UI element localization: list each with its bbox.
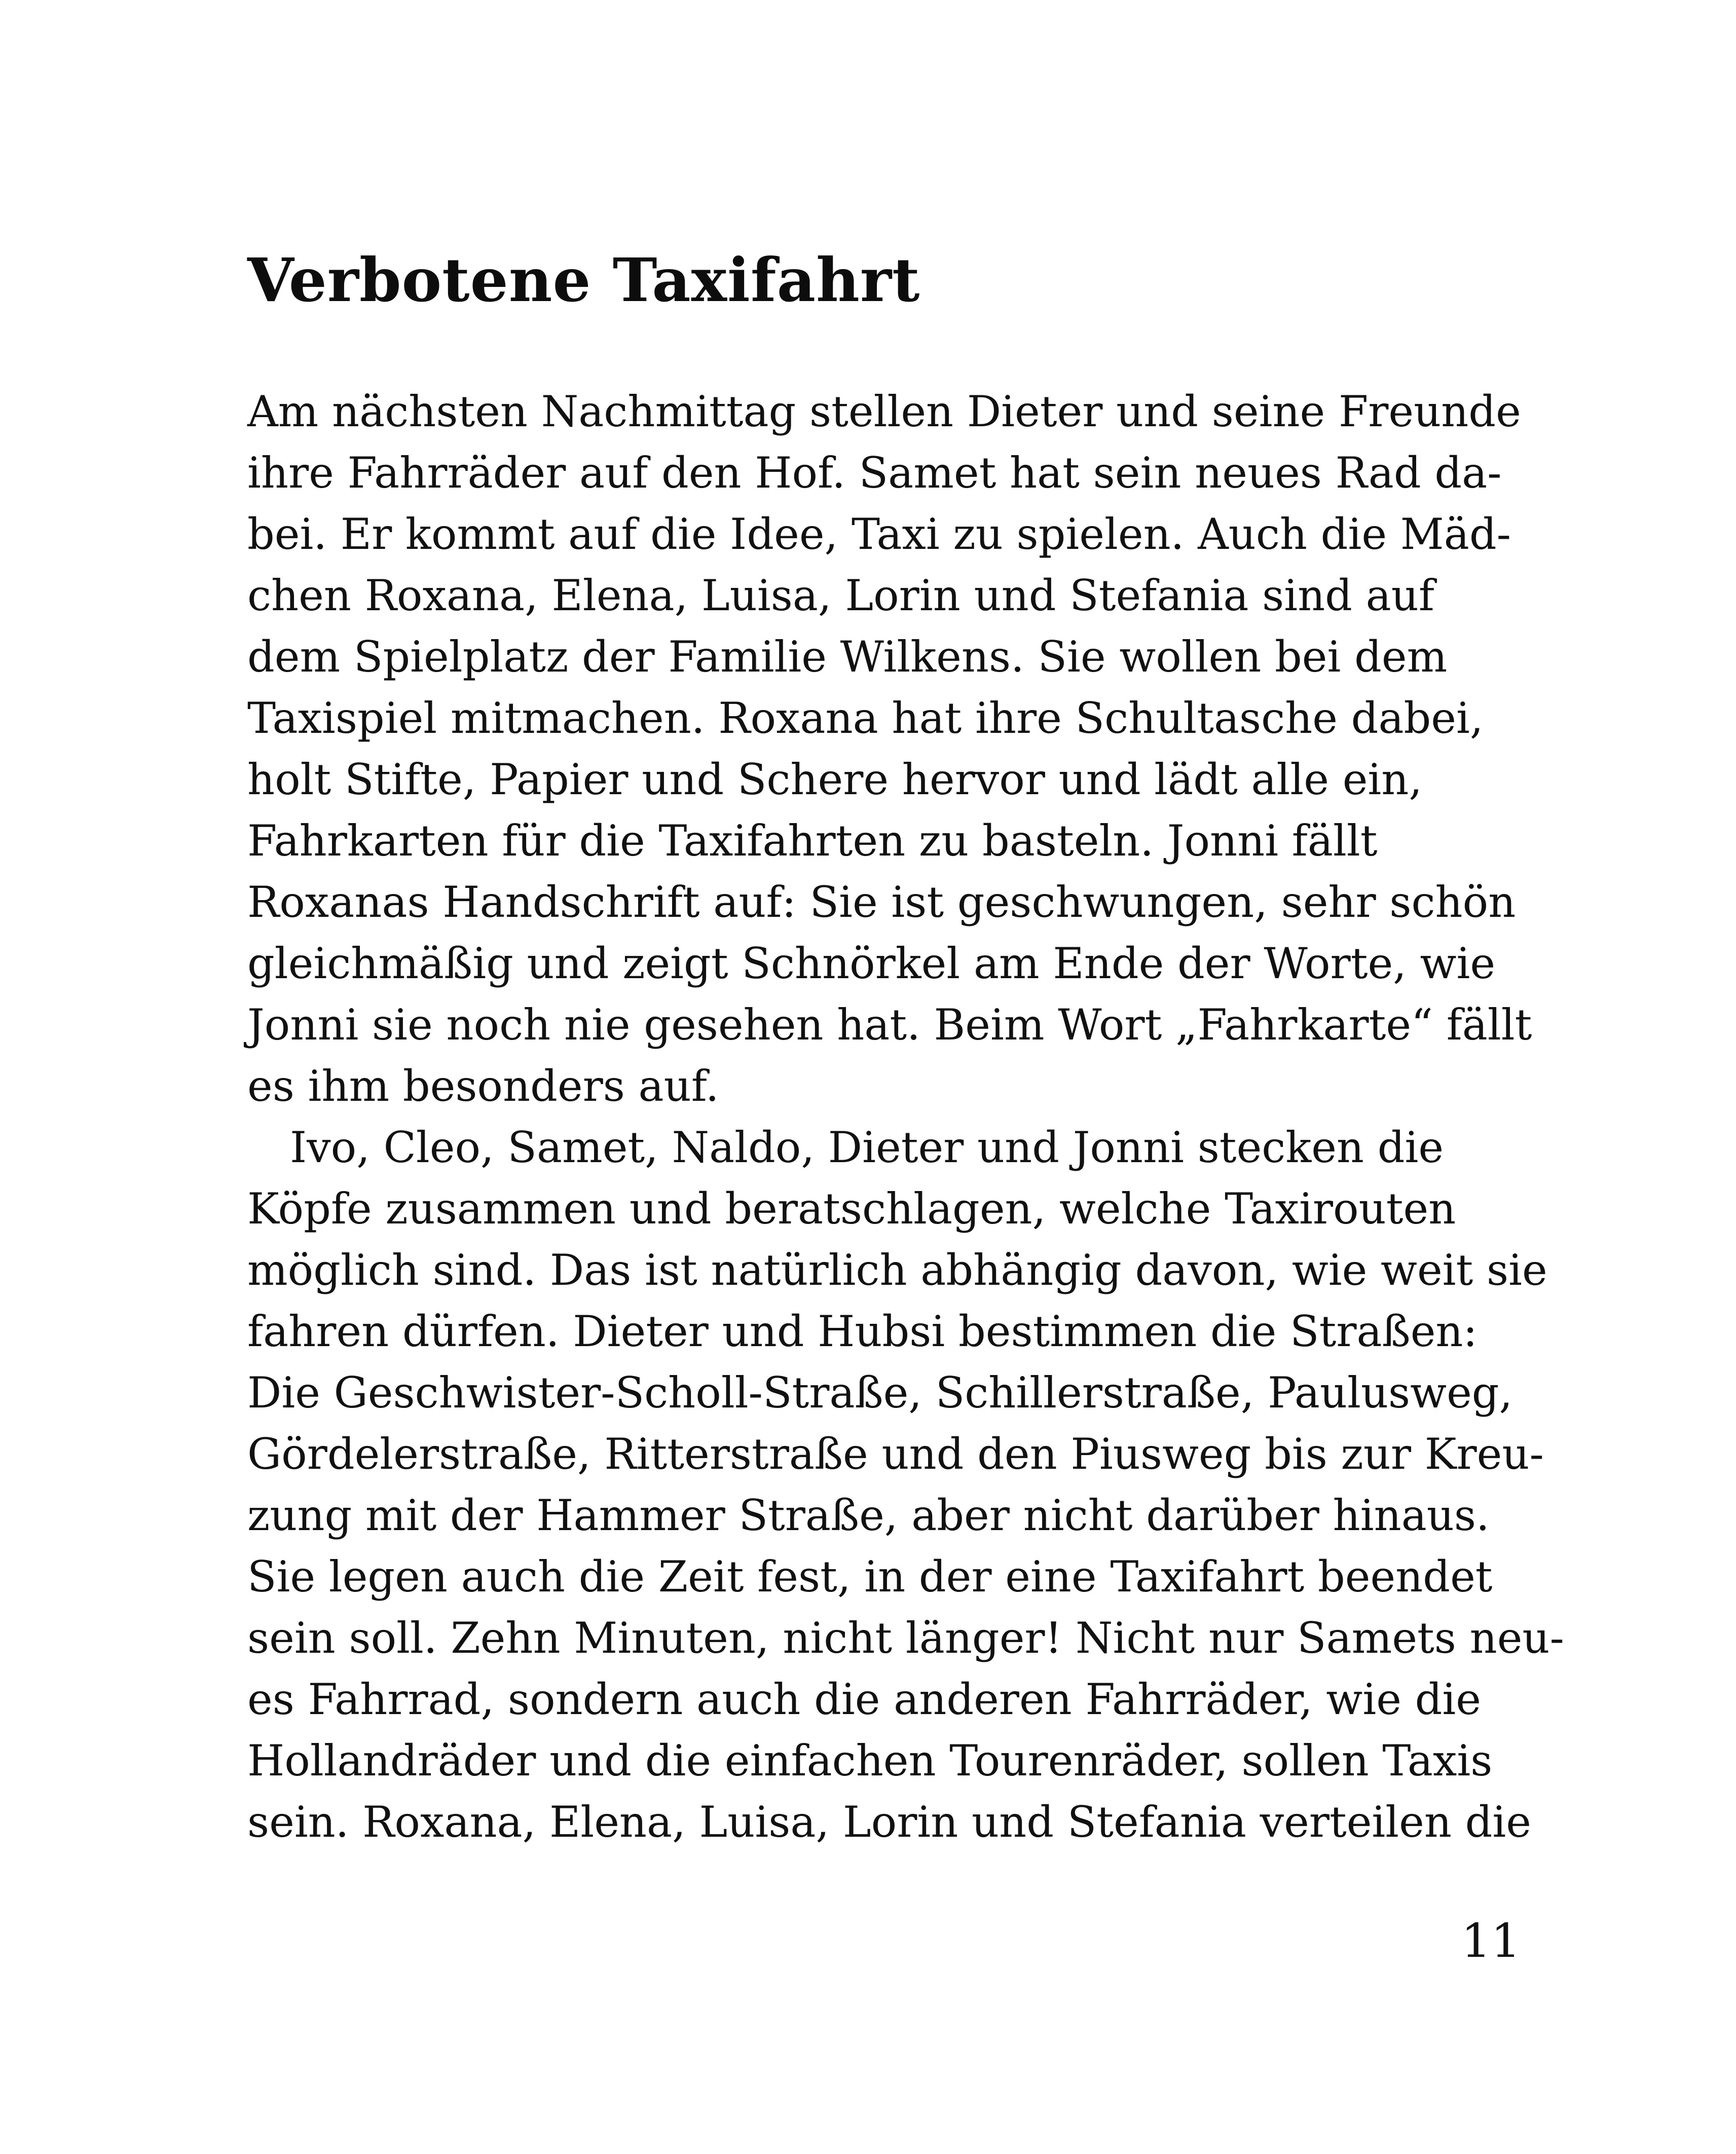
text-line: gleichmäßig und zeigt Schnörkel am Ende der Worte, wie <box>247 939 1496 988</box>
text-line: Taxispiel mitmachen. Roxana hat ihre Schultasche dabei, <box>247 693 1484 743</box>
text-line: Jonni sie noch nie gesehen hat. Beim Wort „Fahrkarte“ fällt <box>247 1000 1532 1050</box>
text-line: Köpfe zusammen und beratschlagen, welche Taxirouten <box>247 1184 1456 1234</box>
text-line: Hollandräder und die einfachen Tourenräder, sollen Taxis <box>247 1736 1493 1786</box>
text-line: bei. Er kommt auf die Idee, Taxi zu spielen. Auch die Mäd- <box>247 509 1511 559</box>
text-line: dem Spielplatz der Familie Wilkens. Sie wollen bei dem <box>247 632 1448 682</box>
chapter-title: Verbotene Taxifahrt <box>247 245 920 315</box>
text-line: ihre Fahrräder auf den Hof. Samet hat sein neues Rad da- <box>247 448 1502 498</box>
paragraph-1 <box>247 381 1532 1117</box>
text-line: Ivo, Cleo, Samet, Naldo, Dieter und Jonni stecken die <box>290 1123 1444 1172</box>
text-line: zung mit der Hammer Straße, aber nicht darüber hinaus. <box>247 1491 1490 1540</box>
text-line: sein soll. Zehn Minuten, nicht länger! Nicht nur Samets neu- <box>247 1613 1564 1663</box>
paragraph-2 <box>247 1117 1564 1853</box>
text-line: Die Geschwister-Scholl-Straße, Schillerstraße, Paulusweg, <box>247 1368 1513 1418</box>
body-text <box>247 381 1564 1853</box>
text-line: Am nächsten Nachmittag stellen Dieter und seine Freunde <box>247 387 1521 436</box>
text-line: möglich sind. Das ist natürlich abhängig davon, wie weit sie <box>247 1245 1547 1295</box>
text-line: holt Stifte, Papier und Schere hervor und lädt alle ein, <box>247 755 1423 804</box>
text-line: fahren dürfen. Dieter und Hubsi bestimmen die Straßen: <box>247 1307 1478 1356</box>
text-line: Fahrkarten für die Taxifahrten zu basteln. Jonni fällt <box>247 816 1378 866</box>
text-line: Sie legen auch die Zeit fest, in der eine Taxifahrt beendet <box>247 1552 1493 1602</box>
text-line: es Fahrrad, sondern auch die anderen Fahrräder, wie die <box>247 1675 1481 1724</box>
text-line: Gördelerstraße, Ritterstraße und den Piusweg bis zur Kreu- <box>247 1429 1544 1479</box>
page-number: 11 <box>1461 1914 1521 1968</box>
text-line: chen Roxana, Elena, Luisa, Lorin und Stefania sind auf <box>247 571 1434 620</box>
text-line: sein. Roxana, Elena, Luisa, Lorin und Stefania verteilen die <box>247 1797 1532 1847</box>
text-line: Roxanas Handschrift auf: Sie ist geschwungen, sehr schön <box>247 877 1516 927</box>
text-line: es ihm besonders auf. <box>247 1061 719 1111</box>
